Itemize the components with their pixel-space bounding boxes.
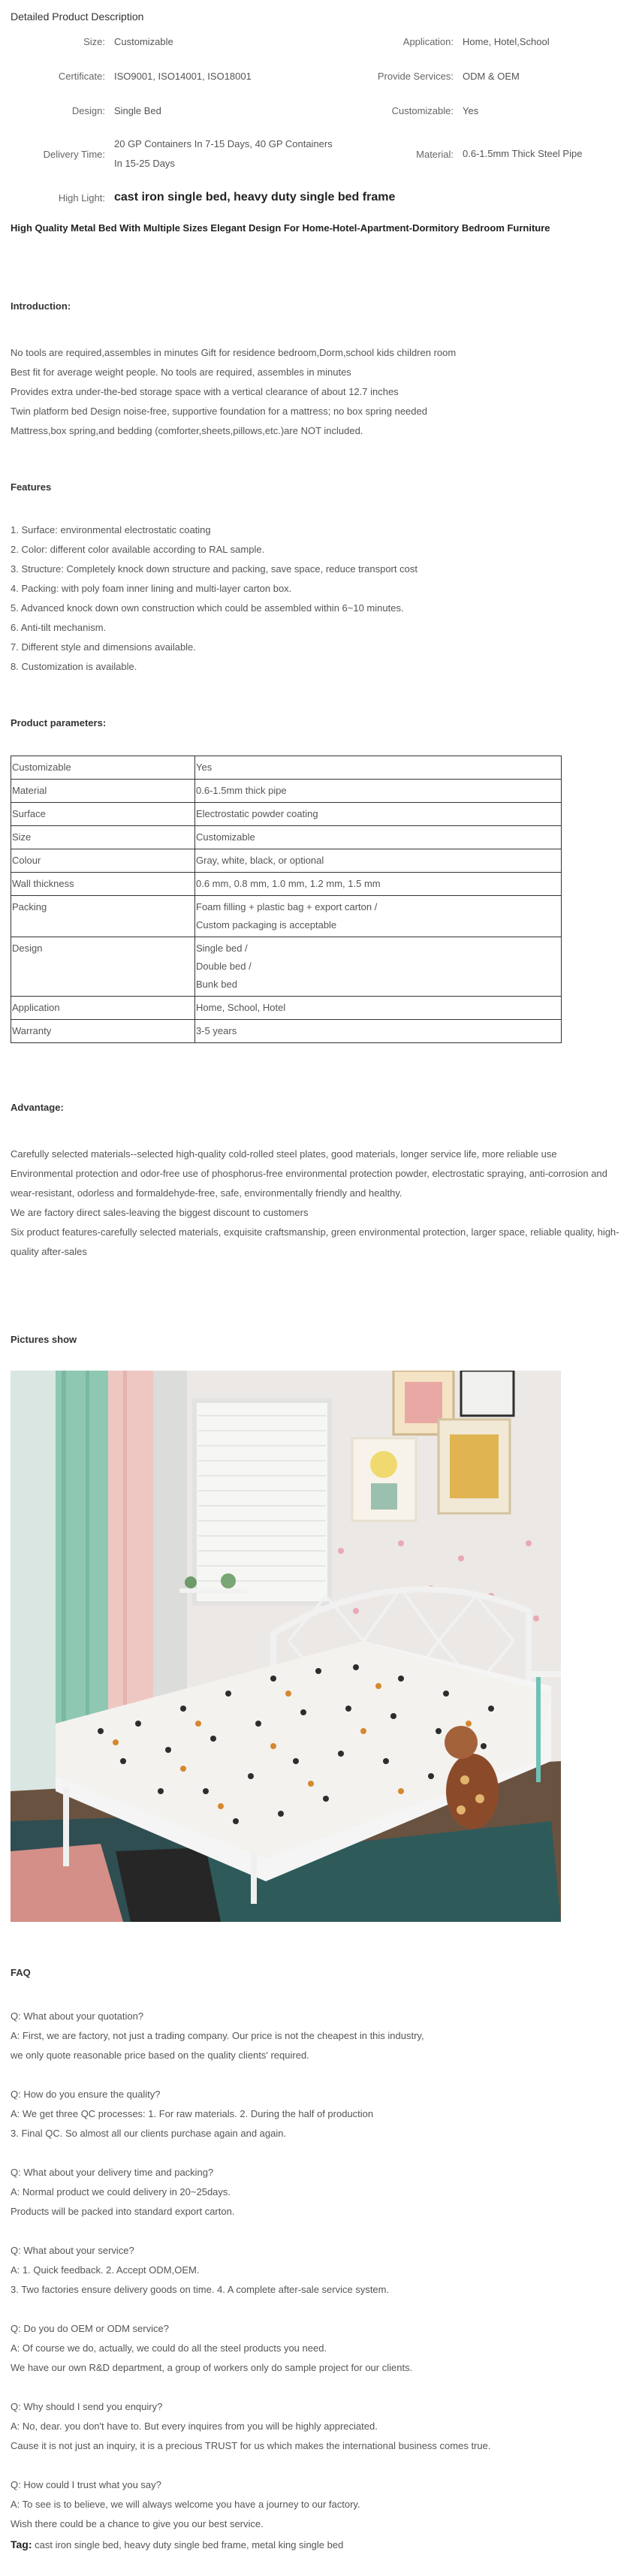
param-key: Customizable: [11, 756, 195, 780]
faq-item: [11, 2397, 622, 2456]
faq-line: A: We get three QC processes: 1. For raw materials. 2. During the half of production: [11, 2108, 374, 2119]
param-key: Warranty: [11, 1020, 195, 1043]
faq-line: Q: What about your service?: [11, 2245, 134, 2256]
highlight-tag-link[interactable]: cast iron single bed: [114, 191, 228, 204]
param-key: Application: [11, 997, 195, 1020]
param-value: 0.6-1.5mm thick pipe: [195, 780, 562, 803]
table-row: [11, 803, 562, 826]
spec-row: [11, 128, 622, 180]
product-title: High Quality Metal Bed With Multiple Sizes Elegant Design For Home-Hotel-Apartment-Dormitory Bedroom Furniture: [11, 222, 550, 234]
param-value: Yes: [195, 756, 562, 780]
size-label: Size:: [83, 35, 105, 47]
param-key: Surface: [11, 803, 195, 826]
faq-line: 3. Final QC. So almost all our clients purchase again and again.: [11, 2128, 287, 2139]
params-title: Product parameters:: [11, 717, 107, 728]
faq-item: [11, 2319, 622, 2378]
design-label: Design:: [71, 104, 105, 116]
faq-line: Q: How could I trust what you say?: [11, 2479, 161, 2490]
param-value: Gray, white, black, or optional: [195, 849, 562, 873]
faq-line: Q: What about your quotation?: [11, 2010, 144, 2022]
faq-line: A: Of course we do, actually, we could do all the steel products you need.: [11, 2342, 327, 2354]
tag-links[interactable]: cast iron single bed, heavy duty single bed frame, metal king single bed: [35, 2539, 344, 2550]
param-value: [195, 896, 562, 937]
faq-line: Q: Why should I send you enquiry?: [11, 2401, 163, 2412]
features-section: [11, 481, 622, 677]
features-title: Features: [11, 481, 52, 493]
table-row: [11, 756, 562, 780]
spec-row: [11, 93, 622, 128]
param-value: 0.6 mm, 0.8 mm, 1.0 mm, 1.2 mm, 1.5 mm: [195, 873, 562, 896]
faq-line: A: No, dear. you don't have to. But every inquires from you will be highly appreciated.: [11, 2421, 378, 2432]
page-header: Detailed Product Description: [11, 11, 144, 23]
delivery-label: Delivery Time:: [43, 148, 105, 160]
customizable-label: Customizable:: [391, 104, 454, 116]
param-value-line: Custom packaging is acceptable: [196, 919, 337, 931]
tag-line: [11, 2538, 622, 2550]
faq-body: [11, 2007, 622, 2534]
faq-line: Products will be packed into standard export carton.: [11, 2206, 235, 2217]
advantage-line: Carefully selected materials--selected high-quality cold-rolled steel plates, good materials, longer service life, more reliable use: [11, 1148, 557, 1160]
faq-item: [11, 2085, 622, 2143]
material-label: Material:: [416, 148, 454, 160]
size-value: Customizable: [114, 35, 173, 47]
param-value: Customizable: [195, 826, 562, 849]
param-value: Electrostatic powder coating: [195, 803, 562, 826]
bedroom-scene-illustration: [11, 1371, 561, 1922]
faq-line: A: First, we are factory, not just a trading company. Our price is not the cheapest in this industry,: [11, 2030, 424, 2041]
material-value: 0.6-1.5mm Thick Steel Pipe: [463, 148, 583, 159]
faq-line: We have our own R&D department, a group of workers only do sample project for our clients.: [11, 2362, 413, 2373]
services-label: Provide Services:: [377, 70, 454, 82]
spec-row: [11, 59, 622, 93]
param-value-line: Bunk bed: [196, 979, 237, 990]
param-value-line: Double bed /: [196, 961, 252, 972]
introduction-body: [11, 343, 622, 441]
highlight-tags: [110, 180, 622, 215]
param-value: [195, 937, 562, 997]
param-value-line: Foam filling + plastic bag + export carton /: [196, 901, 378, 912]
feature-item: 6. Anti-tilt mechanism.: [11, 622, 107, 633]
param-value: Home, School, Hotel: [195, 997, 562, 1020]
advantage-line: Environmental protection and odor-free use of phosphorus-free environmental protection powder, electrostatic spraying, anti-corrosion and wear-resistant, odorless and formaldehyde-free, safe, environmentally friendly and healthy.: [11, 1168, 607, 1199]
faq-section: [11, 1967, 622, 2550]
faq-line: Wish there could be a chance to give you our best service.: [11, 2518, 264, 2529]
advantage-line: Six product features-carefully selected materials, exquisite craftsmanship, green environmental protection, larger space, reliable quality, high-quality after-sales: [11, 1226, 619, 1257]
table-row: [11, 1020, 562, 1043]
intro-line: Twin platform bed Design noise-free, supportive foundation for a mattress; no box spring needed: [11, 406, 427, 417]
feature-item: 7. Different style and dimensions available.: [11, 641, 196, 653]
feature-item: 2. Color: different color available according to RAL sample.: [11, 544, 265, 555]
param-key: Colour: [11, 849, 195, 873]
design-value: Single Bed: [114, 104, 161, 116]
feature-item: 3. Structure: Completely knock down structure and packing, save space, reduce transport cost: [11, 563, 417, 575]
intro-line: Best fit for average weight people. No tools are required, assembles in minutes: [11, 366, 351, 378]
param-key: Design: [11, 937, 195, 997]
faq-line: Q: Do you do OEM or ODM service?: [11, 2323, 169, 2334]
feature-item: 8. Customization is available.: [11, 661, 137, 672]
feature-item: 1. Surface: environmental electrostatic coating: [11, 524, 211, 535]
faq-line: we only quote reasonable price based on the quality clients' required.: [11, 2050, 309, 2061]
highlight-tag-link[interactable]: heavy duty single bed frame: [234, 191, 396, 204]
faq-line: A: Normal product we could delivery in 20~25days.: [11, 2186, 231, 2197]
tag-label: Tag:: [11, 2538, 32, 2550]
feature-item: 5. Advanced knock down own construction which could be assembled within 6~10 minutes.: [11, 602, 404, 614]
intro-line: Provides extra under-the-bed storage space with a vertical clearance of about 12.7 inches: [11, 386, 399, 397]
intro-line: Mattress,box spring,and bedding (comforter,sheets,pillows,etc.)are NOT included.: [11, 425, 363, 436]
application-label: Application:: [402, 35, 454, 47]
faq-line: A: To see is to believe, we will always welcome you have a journey to our factory.: [11, 2499, 360, 2510]
param-key: Material: [11, 780, 195, 803]
faq-item: [11, 2007, 622, 2065]
bed-product-photo: [11, 1371, 561, 1922]
faq-line: A: 1. Quick feedback. 2. Accept ODM,OEM.: [11, 2264, 200, 2276]
spec-table: [11, 24, 622, 215]
table-row: [11, 937, 562, 997]
faq-item: [11, 2241, 622, 2300]
table-row: [11, 873, 562, 896]
introduction-section: [11, 300, 622, 441]
delivery-value: 20 GP Containers In 7-15 Days, 40 GP Containers In 15-25 Days: [114, 138, 333, 169]
param-value-line: Single bed /: [196, 943, 248, 954]
param-key: Size: [11, 826, 195, 849]
faq-line: Q: How do you ensure the quality?: [11, 2089, 161, 2100]
feature-item: 4. Packing: with poly foam inner lining and multi-layer carton box.: [11, 583, 292, 594]
highlight-separator: ,: [227, 191, 234, 204]
param-key: Packing: [11, 896, 195, 937]
table-row: [11, 896, 562, 937]
advantage-line: We are factory direct sales-leaving the biggest discount to customers: [11, 1207, 309, 1218]
certificate-label: Certificate:: [58, 70, 105, 82]
faq-item: [11, 2163, 622, 2222]
pictures-section: [11, 1334, 622, 1922]
services-value: ODM & OEM: [463, 70, 520, 82]
advantage-section: [11, 1102, 622, 1262]
advantage-title: Advantage:: [11, 1102, 64, 1113]
table-row: [11, 997, 562, 1020]
param-key: Wall thickness: [11, 873, 195, 896]
table-row: [11, 849, 562, 873]
params-table: [11, 756, 562, 1043]
highlight-label: High Light:: [58, 192, 105, 204]
introduction-title: Introduction:: [11, 300, 71, 312]
application-value: Home, Hotel,School: [463, 35, 550, 47]
pictures-title: Pictures show: [11, 1334, 77, 1345]
spec-row: [11, 180, 622, 215]
faq-item: [11, 2475, 622, 2534]
spec-row: [11, 24, 622, 59]
certificate-value: ISO9001, ISO14001, ISO18001: [114, 70, 252, 82]
param-value: 3-5 years: [195, 1020, 562, 1043]
faq-line: Q: What about your delivery time and packing?: [11, 2167, 214, 2178]
features-list: [11, 520, 622, 677]
customizable-value: Yes: [463, 104, 479, 116]
faq-line: Cause it is not just an inquiry, it is a precious TRUST for us which makes the international business comes true.: [11, 2440, 491, 2451]
faq-line: 3. Two factories ensure delivery goods on time. 4. A complete after-sale service system.: [11, 2284, 390, 2295]
table-row: [11, 826, 562, 849]
table-row: [11, 780, 562, 803]
intro-line: No tools are required,assembles in minutes Gift for residence bedroom,Dorm,school kids children room: [11, 347, 457, 358]
params-section: [11, 717, 622, 1043]
advantage-body: [11, 1145, 622, 1262]
faq-title: FAQ: [11, 1967, 31, 1978]
